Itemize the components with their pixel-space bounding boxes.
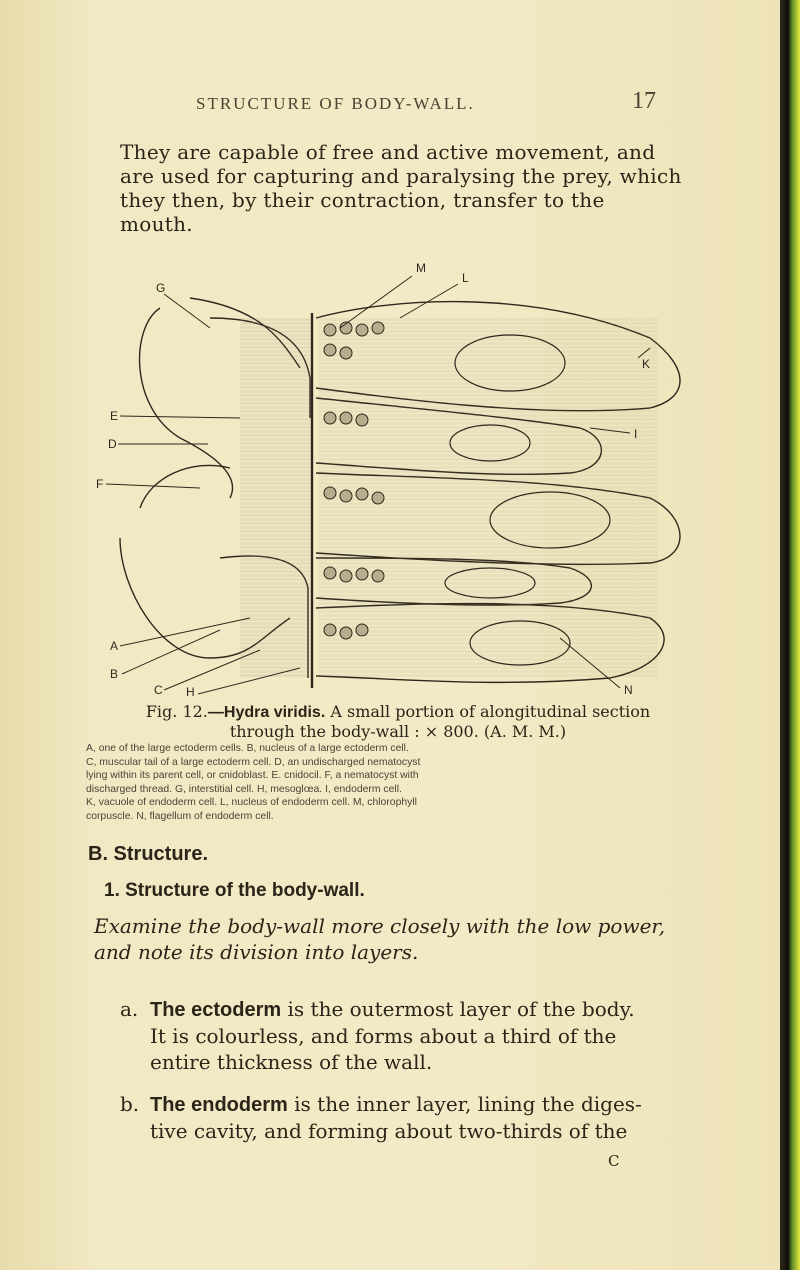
intro-paragraph xyxy=(120,140,682,236)
fig-label-e: E xyxy=(110,409,119,423)
item-first-line xyxy=(150,1091,720,1118)
instruction-line: and note its division into layers. xyxy=(94,940,419,964)
list-item-endoderm xyxy=(120,1091,720,1144)
figure-caption-rest: A small portion of alongitudinal section xyxy=(325,702,651,721)
legend-line: C, muscular tail of a large ectoderm cell. D, an undischarged nematocyst xyxy=(86,756,421,768)
ectoderm-layer xyxy=(120,298,310,678)
fig-label-m: M xyxy=(416,261,426,275)
legend-line: discharged thread. G, interstitial cell. H, mesoglœa. I, endoderm cell. xyxy=(86,783,402,795)
legend-line: K, vacuole of endoderm cell. L, nucleus of endoderm cell. M, chlorophyll xyxy=(86,797,417,808)
fig-label-b: B xyxy=(110,667,119,681)
instruction-text xyxy=(94,913,714,965)
item-first-text: is the inner layer, lining the diges- xyxy=(287,1092,642,1116)
item-term: The ectoderm xyxy=(150,999,282,1021)
fig-label-i: I xyxy=(634,427,638,441)
item-term: The endoderm xyxy=(150,1094,288,1116)
figure-caption-line2: through the body-wall : × 800. (A. M. M.) xyxy=(229,722,567,741)
intro-line: are used for capturing and paralysing the prey, which xyxy=(120,164,682,188)
figure-species: —Hydra viridis. xyxy=(207,704,326,721)
fig-label-g: G xyxy=(156,281,166,295)
item-first-text: is the outermost layer of the body. xyxy=(281,997,635,1021)
item-label: a. xyxy=(120,997,139,1021)
fig-label-n: N xyxy=(624,683,633,697)
fig-label-k: K xyxy=(642,357,651,371)
running-title: STRUCTURE OF BODY-WALL. xyxy=(196,94,475,113)
legend-line: lying within its parent cell, or cnidoblast. E. cnidocil. F, a nematocyst with xyxy=(86,770,419,781)
subsection-heading: 1. Structure of the body-wall. xyxy=(104,880,365,901)
intro-line: They are capable of free and active movement, and xyxy=(120,140,656,164)
intro-line: they then, by their contraction, transfer to the xyxy=(120,188,605,212)
page-edge xyxy=(780,0,800,1270)
item-line: It is colourless, and forms about a third of the xyxy=(150,1024,617,1048)
signature-mark: C xyxy=(608,1152,620,1170)
fig-label-l: L xyxy=(462,271,469,285)
intro-line: mouth. xyxy=(120,212,193,236)
list-item-ectoderm xyxy=(120,996,720,1075)
legend-line: A, one of the large ectoderm cells. B, nucleus of a large ectoderm cell. xyxy=(86,743,409,754)
figure-caption xyxy=(88,702,708,741)
figure-legend xyxy=(86,742,716,823)
item-first-line xyxy=(150,996,720,1023)
section-heading: B. Structure. xyxy=(88,843,209,865)
fig-label-a: A xyxy=(110,639,119,653)
fig-label-f: F xyxy=(96,477,104,491)
fig-label-d: D xyxy=(108,437,117,451)
figure-number: Fig. 12. xyxy=(145,702,208,721)
fig-label-h: H xyxy=(186,685,195,698)
page-number: 17 xyxy=(632,88,656,114)
item-line: tive cavity, and forming about two-thirds of the xyxy=(150,1119,628,1143)
fig-label-c: C xyxy=(154,683,163,697)
endoderm-layer xyxy=(316,302,680,683)
item-line: entire thickness of the wall. xyxy=(150,1050,433,1074)
item-label: b. xyxy=(120,1092,140,1116)
page-header xyxy=(196,88,656,122)
hydra-section-figure xyxy=(90,258,720,698)
instruction-line: Examine the body-wall more closely with the low power, xyxy=(94,914,666,938)
legend-line: corpuscle. N, flagellum of endoderm cell. xyxy=(86,810,274,822)
